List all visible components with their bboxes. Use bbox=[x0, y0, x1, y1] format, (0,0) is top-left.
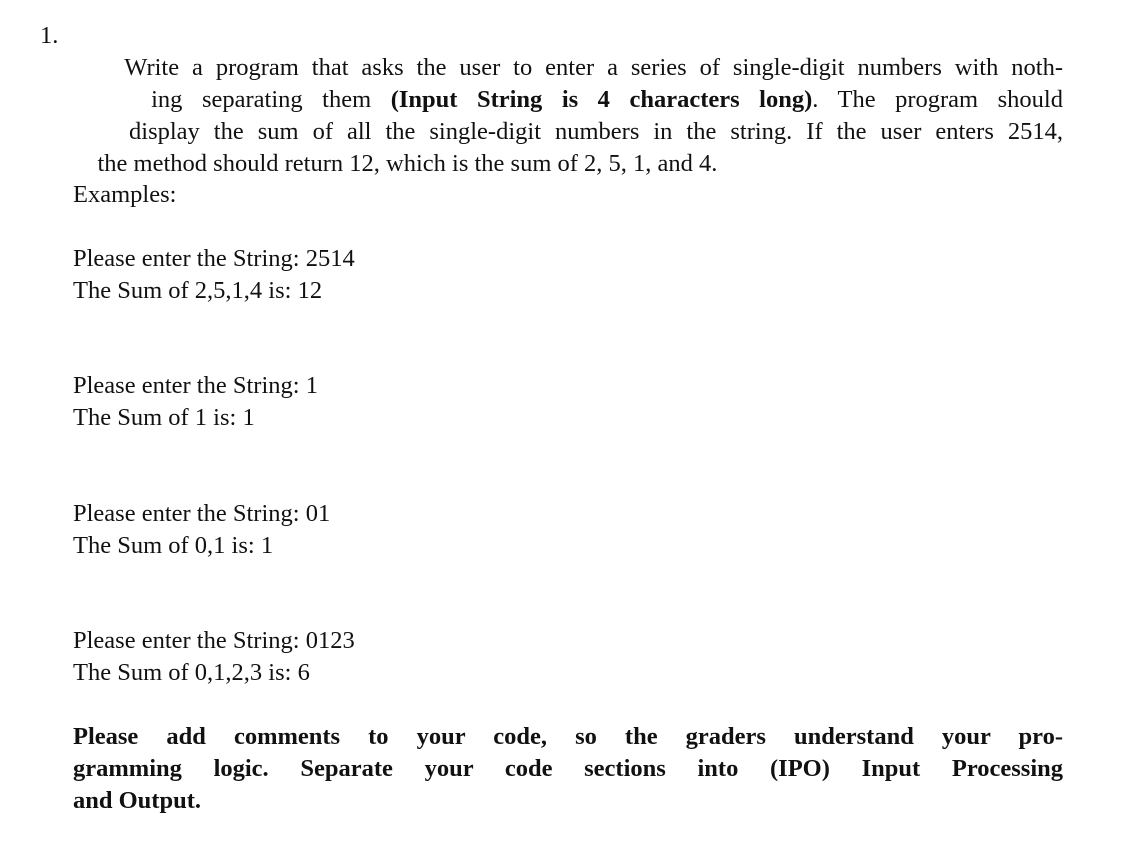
intro-line-2-start: ing separating them bbox=[151, 86, 391, 113]
note-line-3: and Output. bbox=[73, 787, 202, 814]
note-line-2: gramming logic. Separate your code sections into (IPO) Input Processing bbox=[73, 755, 1063, 782]
problem-number: 1. bbox=[40, 22, 59, 49]
intro-line-3 bbox=[73, 84, 1063, 145]
intro-line-3-text: display the sum of all the single-digit numbers in the string. If the user enters 2514, bbox=[129, 118, 1063, 145]
examples-label: Examples: bbox=[73, 181, 177, 208]
intro-line-4 bbox=[73, 116, 718, 177]
note-line-1: Please add comments to your code, so the graders understand your pro- bbox=[73, 723, 1063, 750]
example-4-prompt: Please enter the String: 0123 bbox=[73, 627, 355, 654]
example-2-result: The Sum of 1 is: 1 bbox=[73, 404, 255, 431]
intro-line-2 bbox=[73, 52, 1063, 113]
intro-line-4-text: the method should return 12, which is the sum of 2, 5, 1, and 4. bbox=[97, 150, 718, 177]
example-1-result: The Sum of 2,5,1,4 is: 12 bbox=[73, 277, 323, 304]
intro-line-1-text: Write a program that asks the user to enter a series of single-digit numbers with noth- bbox=[124, 54, 1063, 81]
example-3-result: The Sum of 0,1 is: 1 bbox=[73, 532, 274, 559]
example-4-result: The Sum of 0,1,2,3 is: 6 bbox=[73, 659, 310, 686]
example-1-prompt: Please enter the String: 2514 bbox=[73, 245, 355, 272]
intro-line-1 bbox=[73, 20, 1063, 81]
intro-line-2-end: . The program should bbox=[812, 86, 1063, 113]
input-length-emphasis: (Input String is 4 characters long) bbox=[390, 86, 813, 113]
example-2-prompt: Please enter the String: 1 bbox=[73, 372, 318, 399]
example-3-prompt: Please enter the String: 01 bbox=[73, 500, 331, 527]
